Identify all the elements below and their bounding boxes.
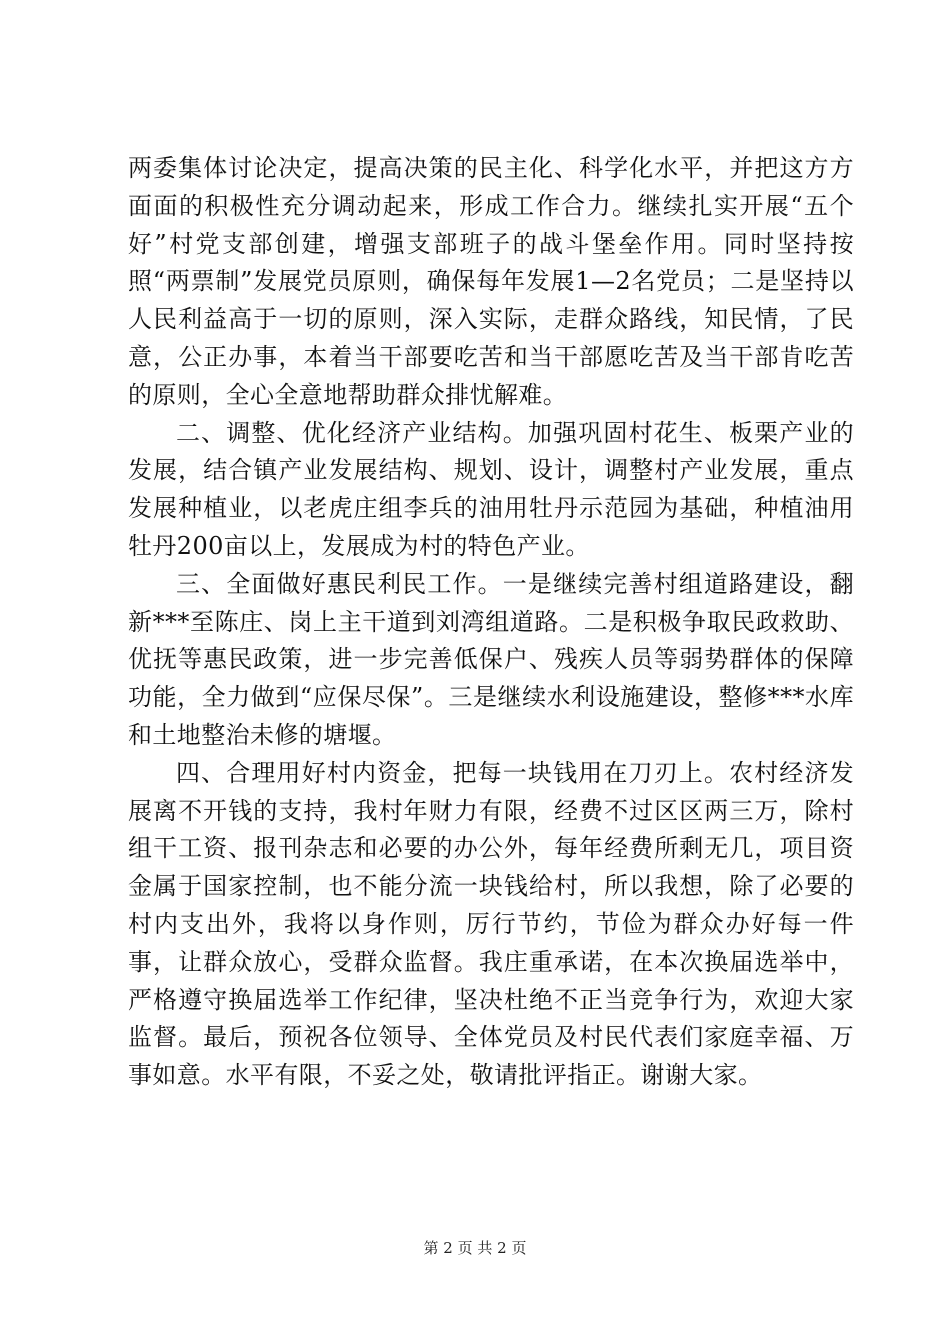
page-number-label: 第 2 页 共 2 页 bbox=[423, 1239, 527, 1257]
paragraph-section-two: 二、调整、优化经济产业结构。加强巩固村花生、板栗产业的发展，结合镇产业发展结构、规划、设计，调整村产业发展，重点发展种植业，以老虎庄组李兵的油用牡丹示范园为基础，种植油用牡丹200亩以上，发展成为村的特色产业。 bbox=[128, 418, 854, 560]
paragraph-section-three: 三、全面做好惠民利民工作。一是继续完善村组道路建设，翻新***至陈庄、岗上主干道到刘湾组道路。二是积极争取民政救助、优抚等惠民政策，进一步完善低保户、残疾人员等弱势群体的保障功能，全力做到“应保尽保”。三是继续水利设施建设，整修***水库和土地整治未修的塘堰。 bbox=[128, 569, 854, 749]
paragraph-continuation: 两委集体讨论决定，提高决策的民主化、科学化水平，并把这方方面面的积极性充分调动起来，形成工作合力。继续扎实开展“五个好”村党支部创建，增强支部班子的战斗堡垒作用。同时坚持按照“两票制”发展党员原则，确保每年发展1—2名党员；二是坚持以人民利益高于一切的原则，深入实际，走群众路线，知民情，了民意，公正办事，本着当干部要吃苦和当干部愿吃苦及当干部肯吃苦的原则，全心全意地帮助群众排忧解难。 bbox=[128, 154, 854, 409]
paragraph-section-four: 四、合理用好村内资金，把每一块钱用在刀刃上。农村经济发展离不开钱的支持，我村年财力有限，经费不过区区两三万，除村组干工资、报刊杂志和必要的办公外，每年经费所剩无几，项目资金属于国家控制，也不能分流一块钱给村，所以我想，除了必要的村内支出外，我将以身作则，厉行节约，节俭为群众办好每一件事，让群众放心，受群众监督。我庄重承诺，在本次换届选举中，严格遵守换届选举工作纪律，坚决杜绝不正当竞争行为，欢迎大家监督。最后，预祝各位领导、全体党员及村民代表们家庭幸福、万事如意。水平有限，不妥之处，敬请批评指正。谢谢大家。 bbox=[128, 758, 854, 1090]
page-footer bbox=[0, 1238, 950, 1258]
document-body bbox=[128, 150, 854, 1095]
